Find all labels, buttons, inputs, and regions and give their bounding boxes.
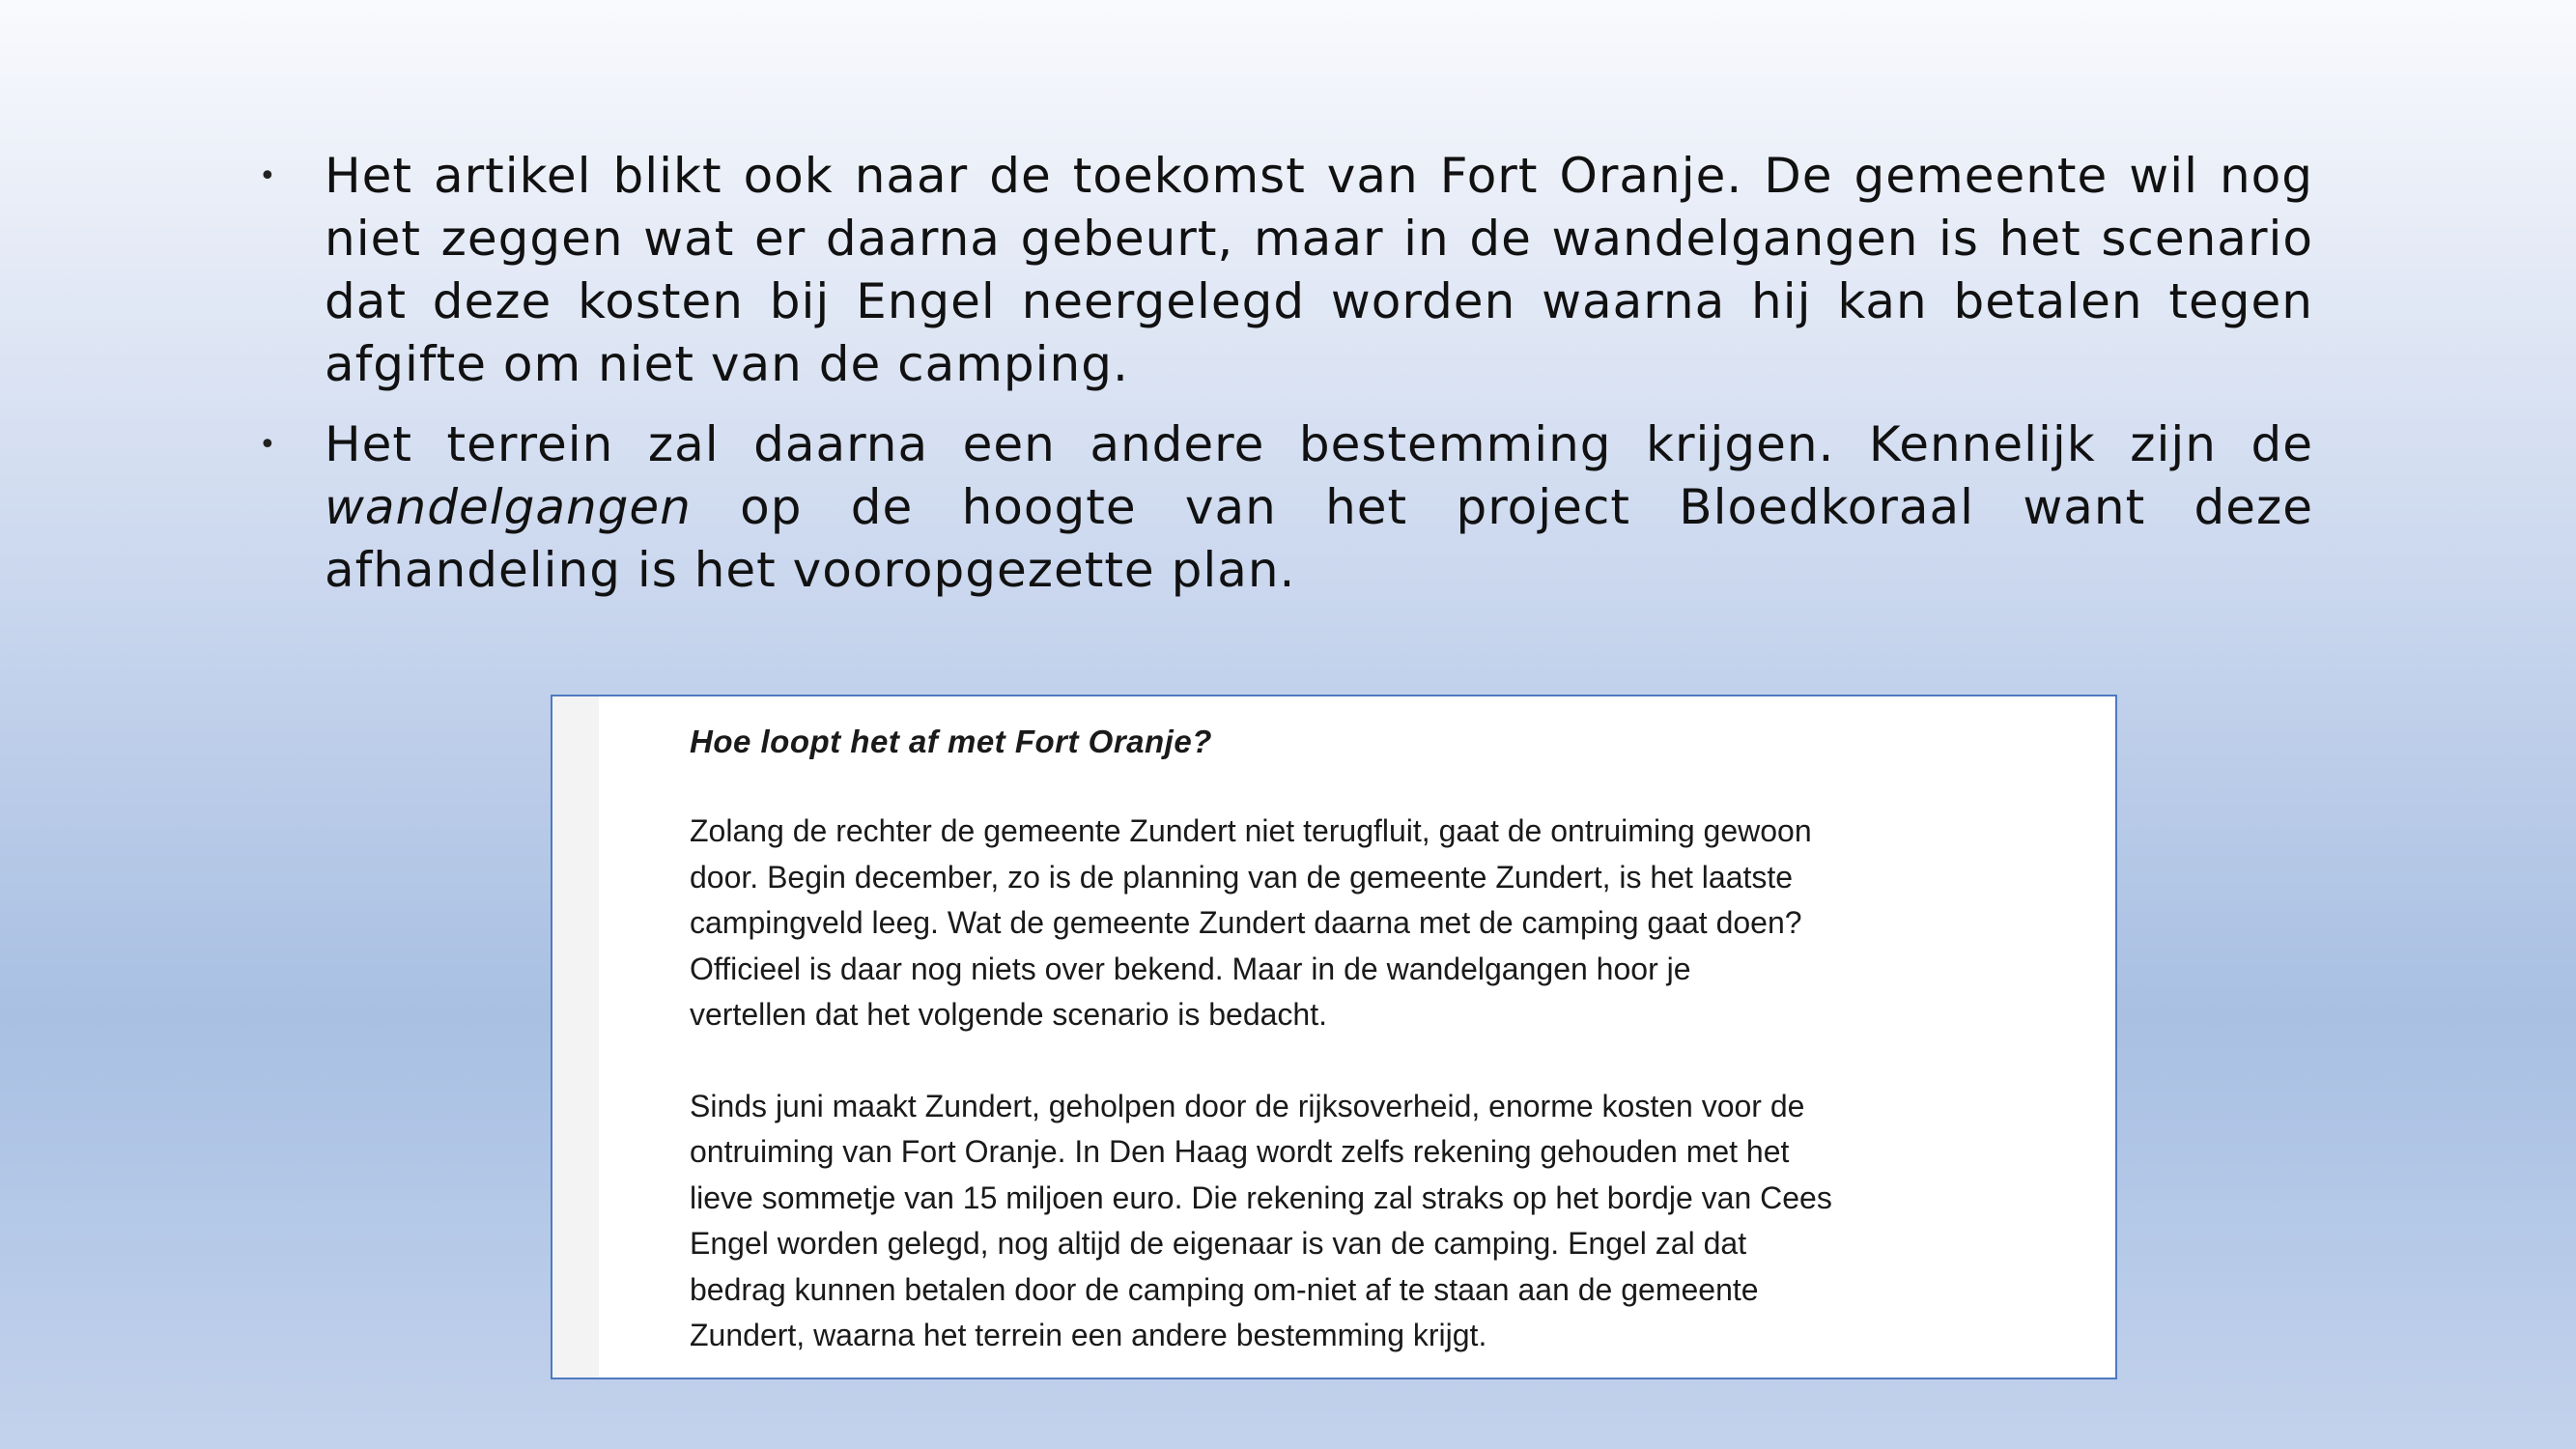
clipping-heading: Hoe loopt het af met Fort Oranje? bbox=[690, 724, 1212, 759]
bullet-text-1: Het artikel blikt ook naar de toekomst van Fort Oranje. De gemeente wil nog niet zeggen wat er daarna gebeurt, maar in de wandelgangen is het scenario dat deze kosten bij Engel neergelegd worden waarna hij kan betalen tegen afgifte om niet van de camping. bbox=[325, 148, 2313, 392]
bullet-text-2-after: op de hoogte van het project Bloedkoraal want deze afhandeling is het vooropgezette plan. bbox=[325, 479, 2313, 598]
bullet-item-1 bbox=[251, 145, 2313, 396]
bullet-dot-icon: • bbox=[259, 428, 277, 462]
bullet-text-2-italic: wandelgangen bbox=[325, 479, 692, 535]
clipping-content bbox=[690, 720, 2117, 1379]
bullet-list bbox=[251, 145, 2313, 619]
bullet-text-2-before: Het terrein zal daarna een andere bestemming krijgen. Kennelijk zijn de bbox=[325, 416, 2313, 472]
clipping-paragraph-2: Sinds juni maakt Zundert, geholpen door de rijksoverheid, enorme kosten voor de ontruiming van Fort Oranje. In Den Haag wordt zelfs rekening gehouden met het lieve sommetje van 15 miljoen euro. Die rekening zal straks op het bordje van Cees Engel worden gelegd, nog altijd de eigenaar is van de camping. Engel zal dat bedrag kunnen betalen door de camping om-niet af te staan aan de gemeente Zundert, waarna het terrein een andere bestemming krijgt. bbox=[690, 1088, 1832, 1352]
bullet-item-2 bbox=[251, 413, 2313, 602]
bullet-dot-icon: • bbox=[259, 159, 277, 193]
article-clipping bbox=[551, 695, 2117, 1379]
clipping-margin bbox=[552, 696, 599, 1378]
clipping-paragraph-1: Zolang de rechter de gemeente Zundert niet terugfluit, gaat de ontruiming gewoon door. Begin december, zo is de planning van de gemeente Zundert, is het laatste campingveld leeg. Wat de gemeente Zundert daarna met de camping gaat doen? Officieel is daar nog niets over bekend. Maar in de wandelgangen hoor je vertellen dat het volgende scenario is bedacht. bbox=[690, 813, 1812, 1032]
